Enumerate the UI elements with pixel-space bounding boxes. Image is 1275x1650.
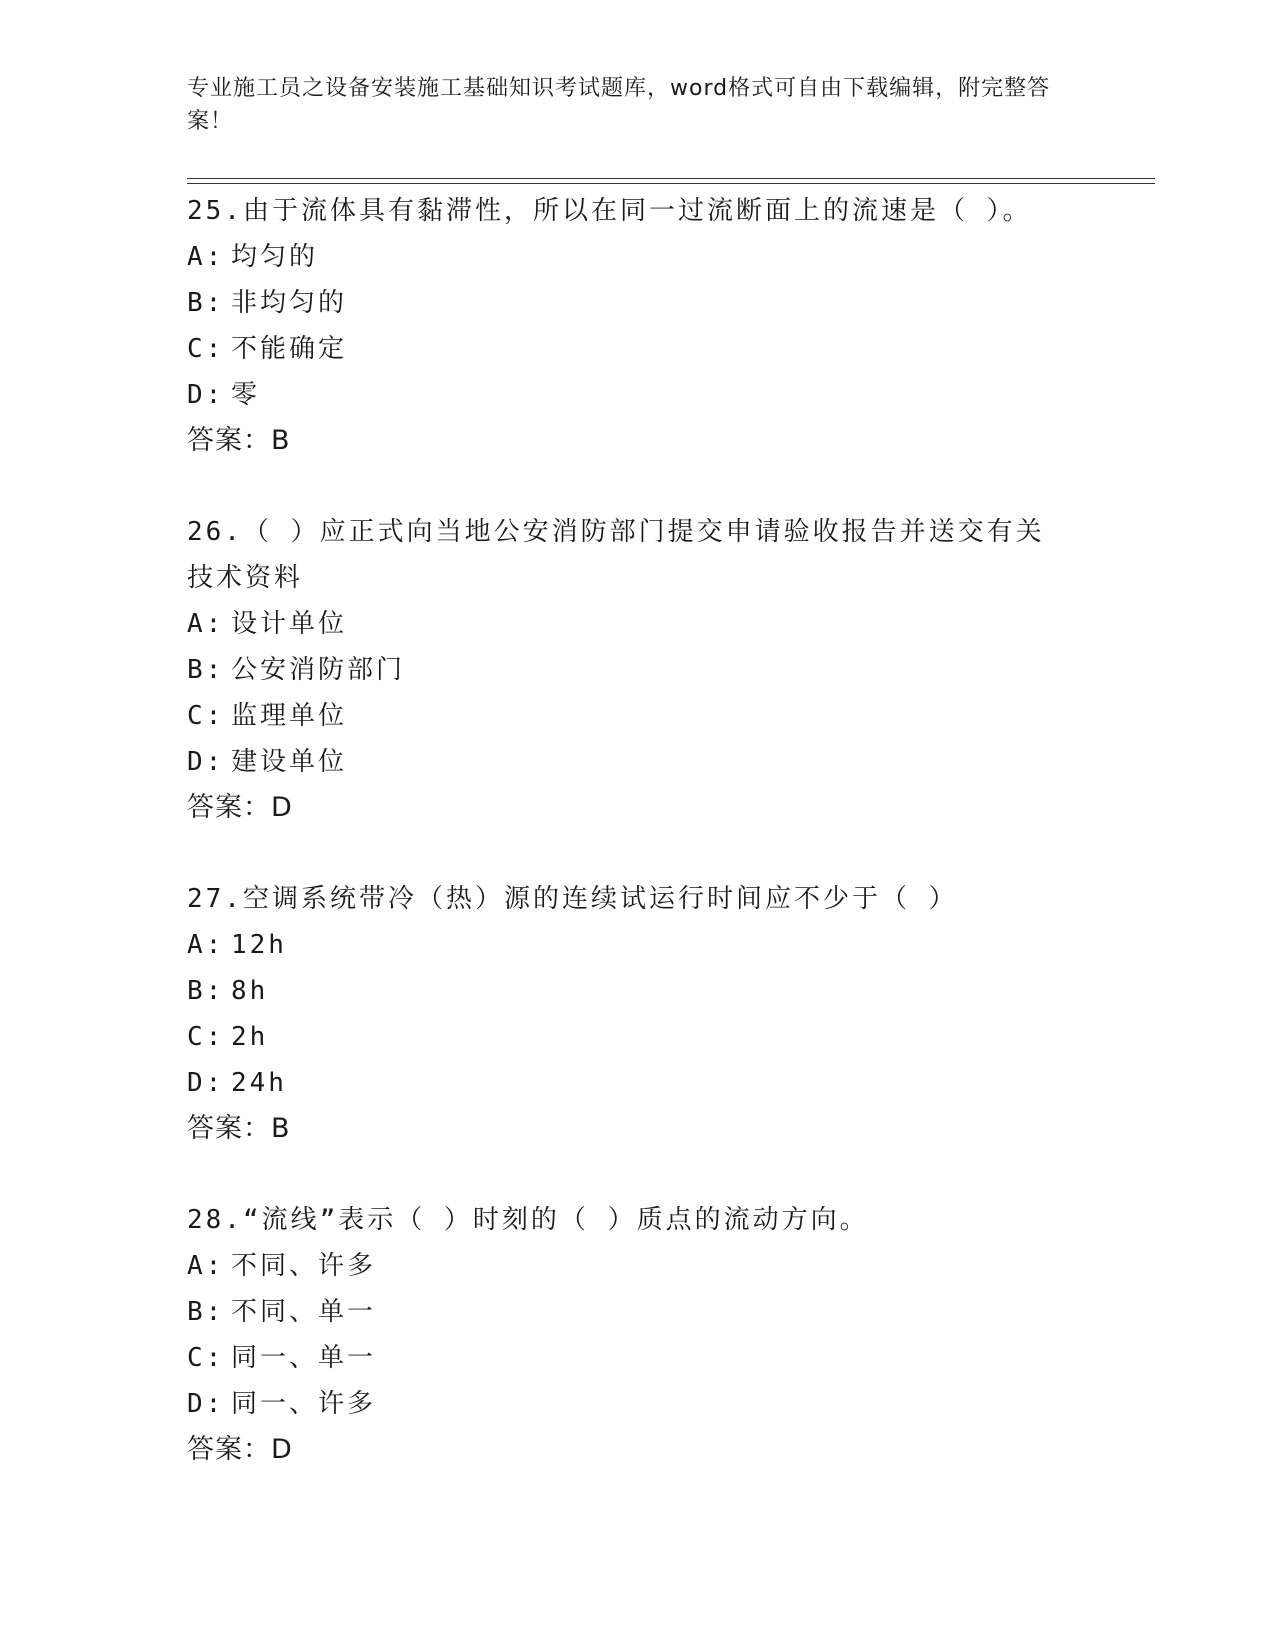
option-letter: B:	[187, 976, 225, 1006]
option-b	[187, 968, 1067, 1014]
option-text: 不同、许多	[231, 1251, 377, 1281]
option-letter: C:	[187, 1343, 225, 1373]
option-b	[187, 647, 1067, 693]
option-text: 12h	[231, 930, 287, 960]
question-26	[187, 509, 1067, 831]
option-letter: C:	[187, 701, 225, 731]
option-letter: B:	[187, 288, 225, 318]
header-divider-bottom	[187, 183, 1155, 184]
option-b	[187, 1289, 1067, 1335]
option-letter: A:	[187, 930, 225, 960]
option-text: 8h	[231, 976, 269, 1006]
question-25	[187, 188, 1067, 464]
option-text: 设计单位	[231, 609, 348, 639]
option-letter: D:	[187, 380, 225, 410]
option-text: 建设单位	[231, 747, 348, 777]
question-27	[187, 876, 1067, 1152]
option-letter: A:	[187, 1251, 225, 1281]
answer-label: 答案：B	[187, 1113, 291, 1144]
option-text: 监理单位	[231, 701, 348, 731]
option-c	[187, 326, 1067, 372]
option-c	[187, 1335, 1067, 1381]
option-a	[187, 601, 1067, 647]
option-letter: A:	[187, 242, 225, 272]
header-divider-top	[187, 178, 1155, 179]
option-letter: D:	[187, 1389, 225, 1419]
option-letter: C:	[187, 1022, 225, 1052]
option-letter: B:	[187, 1297, 225, 1327]
option-letter: A:	[187, 609, 225, 639]
option-a	[187, 1243, 1067, 1289]
question-stem: 26.（ ）应正式向当地公安消防部门提交申请验收报告并送交有关技术资料	[187, 517, 1045, 593]
option-text: 均匀的	[231, 242, 319, 272]
option-text: 不同、单一	[231, 1297, 377, 1327]
option-text: 零	[231, 380, 261, 410]
option-d	[187, 739, 1067, 785]
option-a	[187, 922, 1067, 968]
answer-label: 答案：D	[187, 792, 293, 823]
option-d	[187, 372, 1067, 418]
question-stem: 27.空调系统带冷（热）源的连续试运行时间应不少于（ ）	[187, 884, 958, 914]
option-text: 24h	[231, 1068, 287, 1098]
option-d	[187, 1060, 1067, 1106]
option-letter: D:	[187, 1068, 225, 1098]
option-c	[187, 693, 1067, 739]
option-a	[187, 234, 1067, 280]
option-text: 不能确定	[231, 334, 348, 364]
option-letter: B:	[187, 655, 225, 685]
answer-label: 答案：D	[187, 1434, 293, 1465]
question-list	[187, 188, 1067, 1518]
option-c	[187, 1014, 1067, 1060]
question-28	[187, 1197, 1067, 1473]
option-text: 公安消防部门	[231, 655, 406, 685]
option-letter: D:	[187, 747, 225, 777]
document-header: 专业施工员之设备安装施工基础知识考试题库，word格式可自由下载编辑，附完整答案！	[187, 76, 1051, 134]
option-text: 2h	[231, 1022, 269, 1052]
option-text: 同一、许多	[231, 1389, 377, 1419]
question-stem: 25.由于流体具有黏滞性，所以在同一过流断面上的流速是（ ）。	[187, 196, 1032, 226]
answer-label: 答案：B	[187, 425, 291, 456]
option-b	[187, 280, 1067, 326]
option-text: 同一、单一	[231, 1343, 377, 1373]
option-d	[187, 1381, 1067, 1427]
option-letter: C:	[187, 334, 225, 364]
question-stem: 28.“流线”表示（ ）时刻的（ ）质点的流动方向。	[187, 1205, 869, 1235]
option-text: 非均匀的	[231, 288, 348, 318]
